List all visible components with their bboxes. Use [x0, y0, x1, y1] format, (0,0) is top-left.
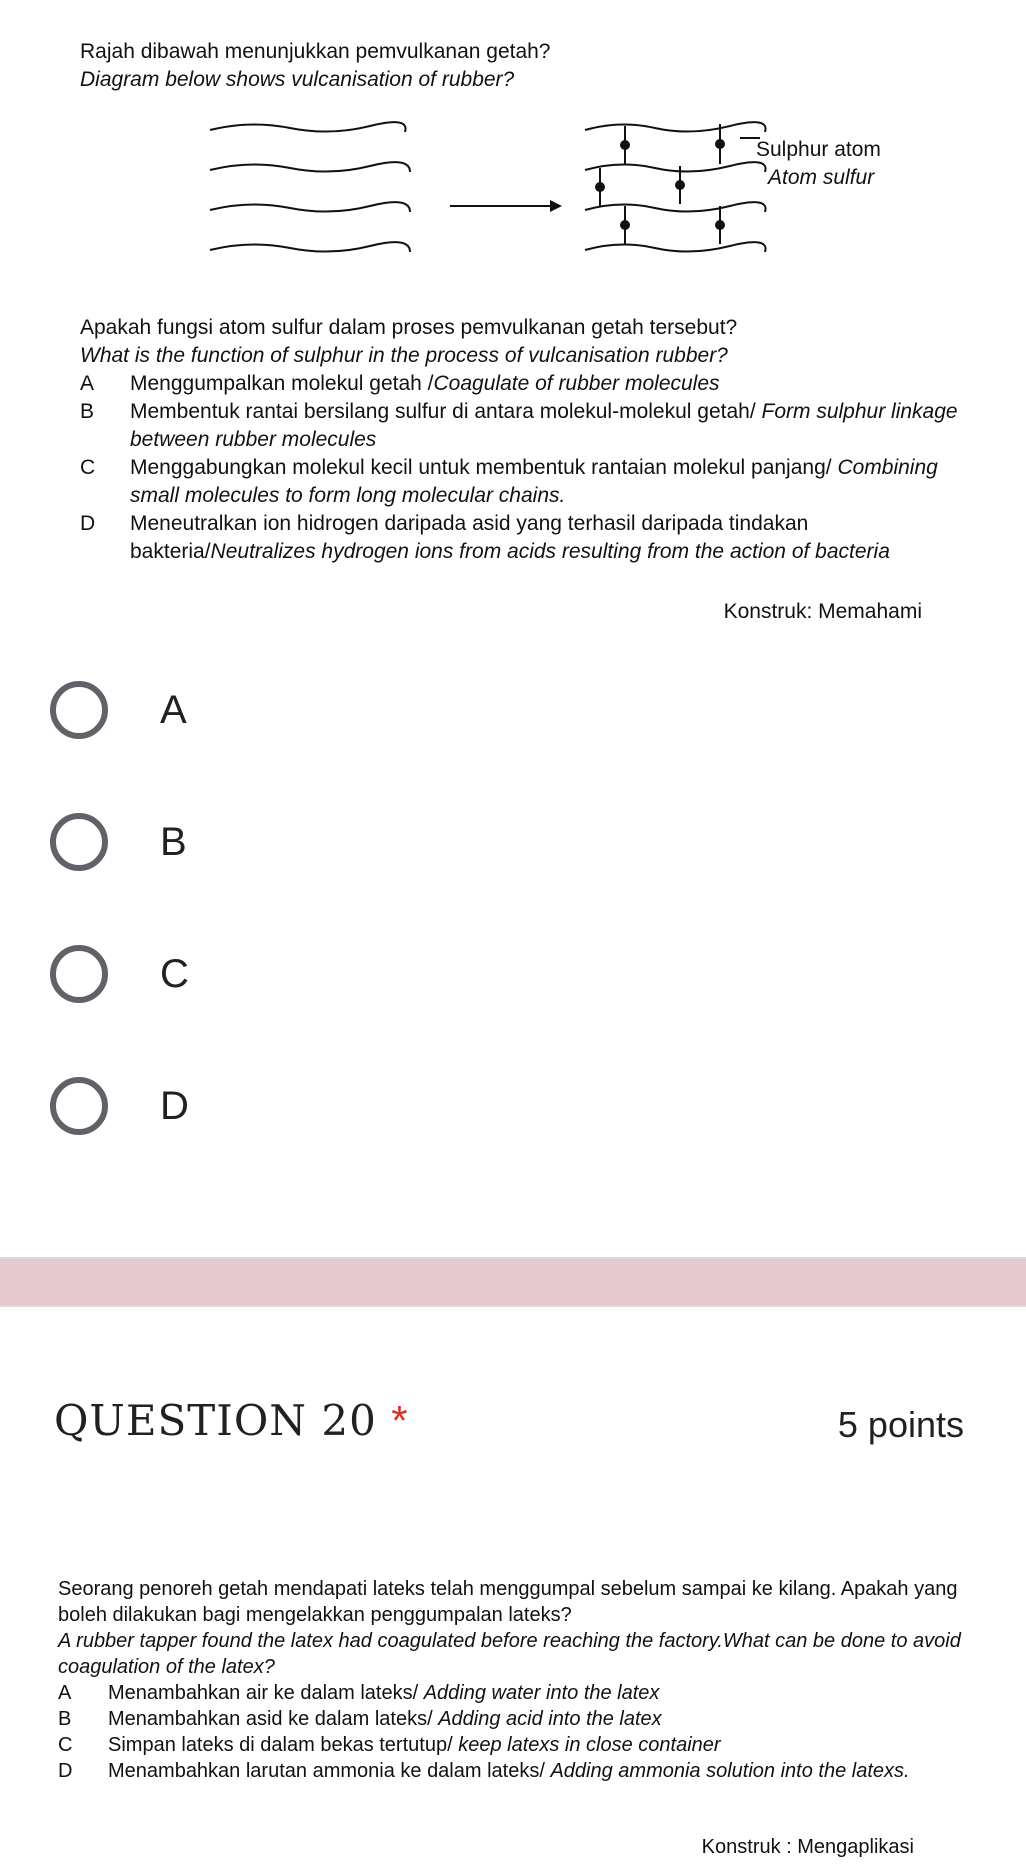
- option-a-text: [58, 1680, 968, 1706]
- choice-label: A: [160, 687, 187, 732]
- rubber-chain: [585, 202, 766, 212]
- option-english: Adding ammonia solution into the latexs.: [550, 1760, 910, 1782]
- option-letter: A: [80, 372, 95, 395]
- sulphur-atom: [715, 220, 725, 230]
- option-letter: C: [80, 456, 96, 479]
- section-divider: [0, 1257, 1026, 1307]
- option-b-text: [80, 398, 960, 454]
- choice-label: D: [160, 1083, 189, 1128]
- question-20-body: [58, 1576, 968, 1784]
- option-letter: B: [58, 1708, 72, 1730]
- choice-d[interactable]: [50, 1077, 189, 1135]
- option-english: Form sulphur linkage between rubber molecules: [130, 400, 958, 451]
- radio-button[interactable]: [50, 681, 108, 739]
- question-19-body: [80, 314, 960, 566]
- option-malay: Simpan lateks di dalam bekas tertutup/: [108, 1734, 453, 1756]
- rubber-chain: [585, 122, 766, 132]
- arrow-head: [550, 200, 562, 212]
- rubber-chain: [585, 242, 766, 252]
- points-label: 5 points: [837, 1404, 964, 1445]
- prompt-malay: Apakah fungsi atom sulfur dalam proses pemvulkanan getah tersebut?: [80, 316, 738, 339]
- question-20-title: [54, 1396, 409, 1445]
- sulphur-atom: [595, 182, 605, 192]
- rubber-chain: [210, 242, 410, 252]
- choice-label: C: [160, 951, 189, 996]
- construct-label: Konstruk: Memahami: [723, 600, 922, 623]
- option-english: Adding water into the latex: [423, 1682, 660, 1704]
- option-malay: Membentuk rantai bersilang sulfur di antara molekul-molekul getah/: [130, 400, 756, 423]
- construct-label: Konstruk : Mengaplikasi: [701, 1836, 914, 1858]
- choice-b[interactable]: [50, 813, 187, 871]
- option-malay: Menggumpalkan molekul getah /: [130, 372, 434, 395]
- option-letter: D: [58, 1760, 73, 1782]
- choice-label: B: [160, 819, 187, 864]
- vulcanisation-diagram: [200, 118, 920, 290]
- option-malay: Menggabungkan molekul kecil untuk membentuk rantaian molekul panjang/: [130, 456, 832, 479]
- rubber-chain: [585, 162, 766, 172]
- rubber-chain: [210, 122, 406, 132]
- choice-a[interactable]: [50, 681, 187, 739]
- option-d-text: [58, 1758, 968, 1784]
- option-letter: B: [80, 400, 95, 423]
- option-letter: A: [58, 1682, 72, 1704]
- sulphur-atom: [675, 180, 685, 190]
- option-english: Adding acid into the latex: [438, 1708, 662, 1730]
- option-a-text: [80, 370, 960, 398]
- sulphur-atom: [620, 140, 630, 150]
- option-english: Coagulate of rubber molecules: [433, 372, 720, 395]
- sulphur-atom: [715, 139, 725, 149]
- rubber-chain: [210, 202, 410, 212]
- option-letter: C: [58, 1734, 73, 1756]
- rubber-chain: [210, 162, 410, 172]
- option-c-text: [80, 454, 960, 510]
- option-malay: Menambahkan larutan ammonia ke dalam lateks/: [108, 1760, 545, 1782]
- option-malay: Meneutralkan ion hidrogen daripada asid yang terhasil daripada tindakan bakteria/: [130, 512, 809, 563]
- option-d-text: [80, 510, 960, 566]
- question-text-malay: Seorang penoreh getah mendapati lateks telah menggumpal sebelum sampai ke kilang. Apakah yang boleh dilakukan bagi mengelakkan penggumpalan lateks?: [58, 1578, 958, 1626]
- intro-english: Diagram below shows vulcanisation of rubber?: [80, 68, 515, 91]
- required-asterisk: *: [391, 1397, 409, 1444]
- intro-malay: Rajah dibawah menunjukkan pemvulkanan getah?: [80, 40, 551, 63]
- radio-button[interactable]: [50, 1077, 108, 1135]
- option-english: Combining small molecules to form long molecular chains.: [130, 456, 938, 507]
- option-malay: Menambahkan air ke dalam lateks/: [108, 1682, 419, 1704]
- sulphur-atom-label-en: Sulphur atom: [756, 138, 881, 161]
- radio-button[interactable]: [50, 813, 108, 871]
- question-19-intro: [80, 38, 960, 94]
- option-b-text: [58, 1706, 968, 1732]
- sulphur-atom-label-ms: Atom sulfur: [768, 166, 875, 189]
- sulphur-atom: [620, 220, 630, 230]
- option-c-text: [58, 1732, 968, 1758]
- radio-button[interactable]: [50, 945, 108, 1003]
- prompt-english: What is the function of sulphur in the process of vulcanisation rubber?: [80, 344, 728, 367]
- option-english: Neutralizes hydrogen ions from acids resulting from the action of bacteria: [210, 540, 890, 563]
- question-text-english: A rubber tapper found the latex had coagulated before reaching the factory.What can be done to avoid coagulation of the latex?: [58, 1630, 961, 1678]
- option-malay: Menambahkan asid ke dalam lateks/: [108, 1708, 433, 1730]
- choice-c[interactable]: [50, 945, 189, 1003]
- option-english: keep latexs in close container: [458, 1734, 721, 1756]
- option-letter: D: [80, 512, 96, 535]
- question-title-text: QUESTION 20: [54, 1396, 377, 1445]
